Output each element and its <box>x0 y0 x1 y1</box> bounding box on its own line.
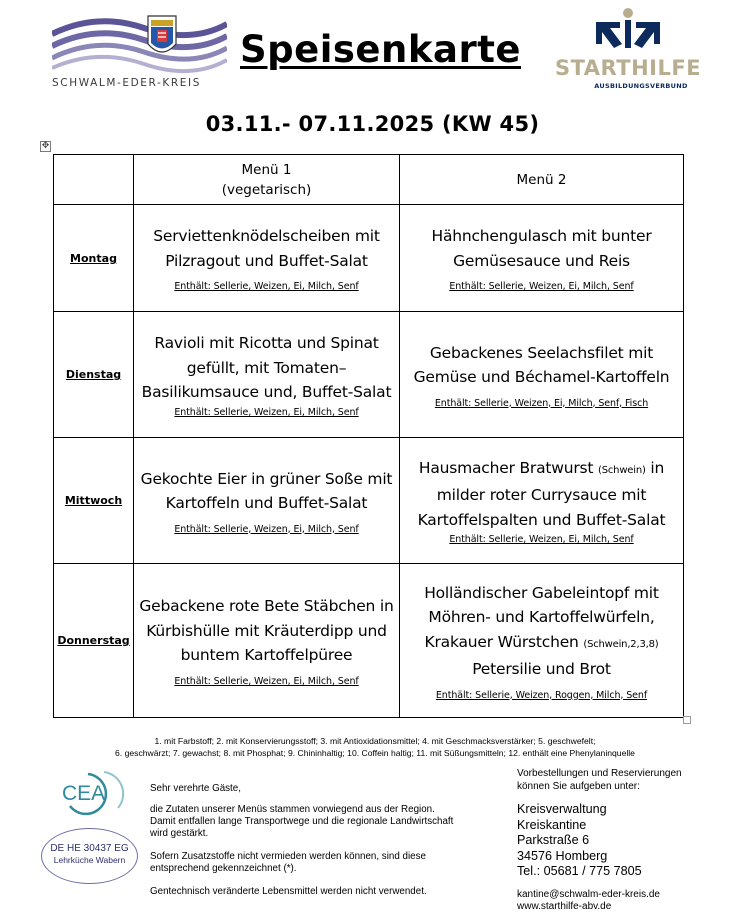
starthilfe-emblem-icon <box>588 8 668 54</box>
schwalm-eder-kreis-logo <box>52 14 227 90</box>
order-contact <box>517 768 737 913</box>
starthilfe-logo <box>548 8 708 96</box>
dish-note: (Schwein) <box>598 464 646 476</box>
day-cell: Dienstag <box>54 312 134 438</box>
certificate-code: DE HE 30437 EG <box>50 843 129 854</box>
dish-text <box>400 456 683 533</box>
menu1-cell <box>134 312 400 438</box>
menu1-cell <box>134 205 400 312</box>
footnote-line: 6. geschwärzt; 7. gewachst; 8. mit Phosphat; 9. Chininhaltig; 10. Coffein haltig; 11. mit Süßungsmitteln; 12. enthält eine Phenylaninquelle <box>115 748 635 758</box>
email-link[interactable]: kantine@schwalm-eder-kreis.de <box>517 888 660 900</box>
canteen-address <box>517 802 737 880</box>
address-line: Kreiskantine <box>517 817 587 832</box>
allergen-text: Enthält: Sellerie, Weizen, Ei, Milch, Senf <box>174 675 359 687</box>
allergen-text: Enthält: Sellerie, Weizen, Roggen, Milch, Senf <box>435 689 648 701</box>
dish-text: Gekochte Eier in grüner Soße mit Kartoffeln und Buffet-Salat <box>140 469 393 512</box>
week-range: 03.11.- 07.11.2025 (KW 45) <box>205 112 540 136</box>
menu-table <box>53 154 684 718</box>
table-row <box>54 205 684 312</box>
kreis-logo-text: SCHWALM-EDER-KREIS <box>52 77 201 89</box>
phone-number: Tel.: 05681 / 775 7805 <box>517 864 642 879</box>
page-title: Speisenkarte <box>240 28 521 71</box>
menu1-cell <box>134 564 400 718</box>
dish-text-part: Petersilie und Brot <box>472 660 611 678</box>
header-menu1 <box>134 155 400 205</box>
order-info-line: können Sie aufgeben unter: <box>517 780 640 792</box>
menu2-cell <box>400 438 684 564</box>
dish-text-part: Holländischer Gabeleintopf mit Möhren- und Kartoffelwürfeln, Krakauer Würstchen <box>424 583 659 651</box>
starthilfe-subtitle: AUSBILDUNGSVERBUND <box>594 82 688 90</box>
allergen-text: Enthält: Sellerie, Weizen, Ei, Milch, Senf, Fisch <box>434 397 649 409</box>
cea-logo-text: CEA <box>62 782 106 805</box>
footnote-line: 1. mit Farbstoff; 2. mit Konservierungsstoff; 3. mit Antioxidationsmittel; 4. mit Geschmacksverstärker; 5. geschwefelt; <box>154 736 596 746</box>
guest-notice <box>150 783 510 898</box>
contact-links <box>517 889 737 913</box>
notice-text: Sofern Zusatzstoffe nicht vermieden werden können, sind diese <box>150 851 426 862</box>
notice-text: entsprechend gekennzeichnet (*). <box>150 863 297 874</box>
table-move-handle-icon[interactable]: ✥ <box>41 141 50 151</box>
website-link[interactable]: www.starthilfe-abv.de <box>517 900 612 912</box>
dish-text <box>400 581 683 682</box>
allergen-text: Enthält: Sellerie, Weizen, Ei, Milch, Senf <box>174 523 359 535</box>
allergen-text: Enthält: Sellerie, Weizen, Ei, Milch, Senf <box>174 281 359 292</box>
table-row <box>54 312 684 438</box>
menu2-cell <box>400 205 684 312</box>
order-info-line: Vorbestellungen und Reservierungen <box>517 768 682 779</box>
notice-text: Gentechnisch veränderte Lebensmittel werden nicht verwendet. <box>150 886 427 897</box>
notice-text: Damit entfallen lange Transportwege und die regionale Landwirtschaft <box>150 816 454 827</box>
menu2-cell <box>400 564 684 718</box>
dish-text: Serviettenknödelscheiben mit Pilzragout und Buffet-Salat <box>153 227 380 270</box>
menu1-cell <box>134 438 400 564</box>
dish-text-part: in milder roter Currysauce mit Kartoffelspalten und Buffet-Salat <box>417 458 666 529</box>
cea-emblem-icon <box>58 768 130 816</box>
header-menu2 <box>400 155 684 205</box>
dish-text: Ravioli mit Ricotta und Spinat gefüllt, mit Tomaten–Basilikumsauce und, Buffet-Salat <box>141 334 392 402</box>
starthilfe-name: STARTHILFE <box>554 56 702 80</box>
menu1-title: Menü 1 <box>241 161 292 178</box>
cea-logo <box>58 768 130 816</box>
dish-note: (Schwein,2,3,8) <box>583 638 659 650</box>
kreis-wave-emblem-icon <box>52 14 227 76</box>
table-row <box>54 438 684 564</box>
menu2-title: Menü 2 <box>516 171 567 188</box>
organic-certificate-badge <box>41 828 138 884</box>
dish-text-part: Hausmacher Bratwurst <box>418 458 599 477</box>
dish-text: Gebackene rote Bete Stäbchen in Kürbishülle mit Kräuterdipp und buntem Kartoffelpüree <box>139 597 394 665</box>
address-line: Kreisverwaltung <box>517 802 607 816</box>
order-info <box>517 768 737 793</box>
address-line: Parkstraße 6 <box>517 833 590 848</box>
notice-text: wird gestärkt. <box>150 828 209 839</box>
day-cell: Donnerstag <box>54 564 134 718</box>
table-resize-handle[interactable] <box>683 716 691 724</box>
allergen-text: Enthält: Sellerie, Weizen, Ei, Milch, Senf <box>449 281 634 292</box>
table-row <box>54 564 684 718</box>
address-line: 34576 Homberg <box>517 848 608 863</box>
day-cell: Mittwoch <box>54 438 134 564</box>
notice-text: die Zutaten unserer Menüs stammen vorwiegend aus der Region. <box>150 804 435 815</box>
table-header-row <box>54 155 684 205</box>
certificate-location: Lehrküche Wabern <box>53 855 126 865</box>
menu1-subtitle: (vegetarisch) <box>221 181 312 198</box>
greeting: Sehr verehrte Gäste, <box>150 783 241 794</box>
header-empty-cell <box>54 155 134 205</box>
menu2-cell <box>400 312 684 438</box>
allergen-text: Enthält: Sellerie, Weizen, Ei, Milch, Senf <box>449 534 634 546</box>
dish-text: Hähnchengulasch mit bunter Gemüsesauce und Reis <box>431 227 652 270</box>
dish-text: Gebackenes Seelachsfilet mit Gemüse und Béchamel-Kartoffeln <box>413 343 670 386</box>
day-cell: Montag <box>54 205 134 312</box>
allergen-text: Enthält: Sellerie, Weizen, Ei, Milch, Senf <box>174 406 359 418</box>
additive-footnote <box>40 735 710 759</box>
